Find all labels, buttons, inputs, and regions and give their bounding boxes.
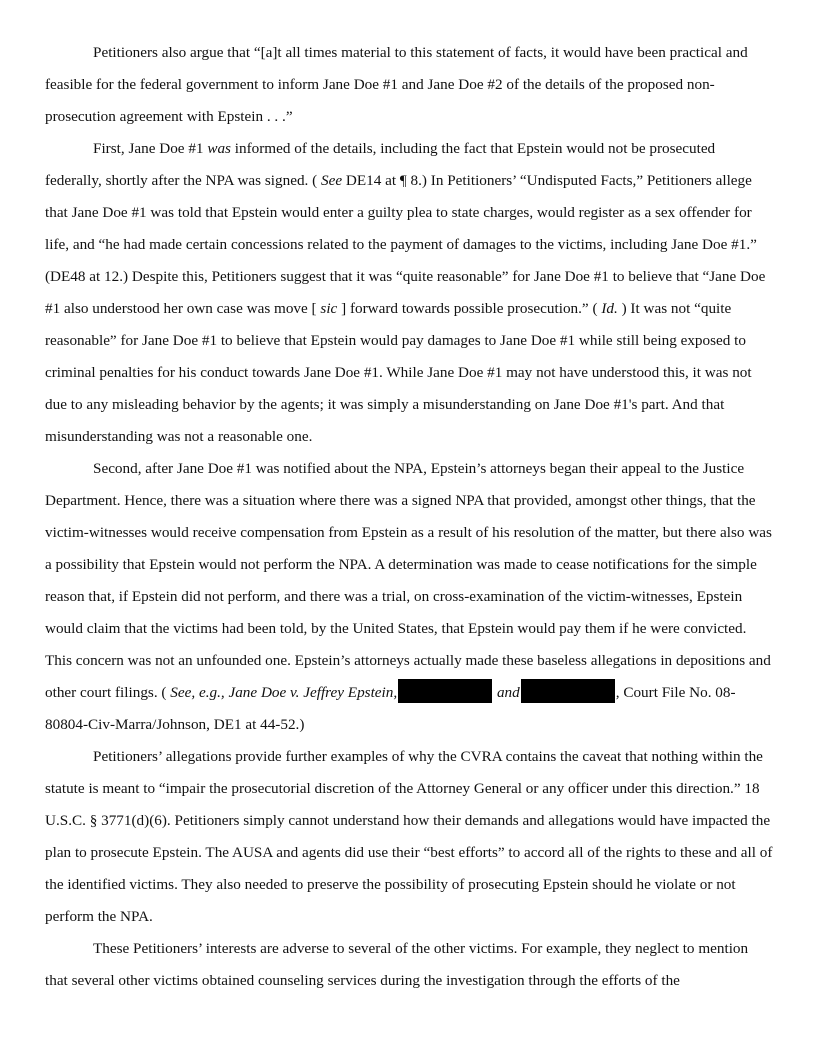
text-segment: Petitioners also argue that “[a]t all times material to this statement of facts, it would have been practical and feasible for the federal government to inform Jane Doe #1 and Jane Doe #2 of the details of the proposed non-prosecution agreement with Epstein . . .” [45,44,748,125]
text-segment: ) It was not “quite reasonable” for Jane Doe #1 to believe that Epstein would pay damages to Jane Doe #1 while still being exposed to criminal penalties for his conduct towards Jane Doe #1. While Jane Doe #1 may not have understood this, it was not due to any misleading behavior by the agents; it was simply a misunderstanding on Jane Doe #1's part. And that misunderstanding was not a reasonable one. [45,300,752,445]
italic-text: was [207,140,231,157]
redaction-block [398,679,492,703]
italic-text: and [493,684,520,701]
text-segment: , Court File No. 08-80804-Civ-Marra/Johnson, DE1 at 44-52.) [45,684,736,733]
text-segment: ] forward towards possible prosecution.” ( [337,300,602,317]
body-paragraph [45,37,773,133]
italic-text: See, e.g., Jane Doe v. Jeffrey Epstein, [170,684,398,701]
italic-text: See [320,172,343,189]
text-segment: These Petitioners’ interests are adverse to several of the other victims. For example, they neglect to mention that several other victims obtained counseling services during the investigation through the efforts of the [45,940,749,989]
body-paragraph [45,741,773,933]
text-segment: Second, after Jane Doe #1 was notified about the NPA, Epstein’s attorneys began their appeal to the Justice Department. Hence, there was a situation where there was a signed NPA that provided, amongst other things, that the victim-witnesses would receive compensation from Epstein as a result of his resolution of the matter, but there also was a possibility that Epstein would not perform the NPA. A determination was made to cease notifications for the simple reason that, if Epstein did not perform, and there was a trial, on cross-examination of the victim-witnesses, Epstein would claim that the victims had been told, by the United States, that Epstein would pay them if he were convicted. This concern was not an unfounded one. Epstein’s attorneys actually made these baseless allegations in depositions and other court filings. ( [45,460,772,701]
body-paragraph [45,933,773,997]
body-paragraph [45,453,773,741]
document-page [45,37,773,997]
text-segment: Petitioners’ allegations provide further examples of why the CVRA contains the caveat that nothing within the statute is meant to “impair the prosecutorial discretion of the Attorney General or any officer under this direction.” 18 U.S.C. § 3771(d)(6). Petitioners simply cannot understand how their demands and allegations would have impacted the plan to prosecute Epstein. The AUSA and agents did use their “best efforts” to accord all of the rights to these and all of the identified victims. They also needed to preserve the possibility of prosecuting Epstein should he violate or not perform the NPA. [45,748,773,925]
italic-text: sic [320,300,338,317]
text-segment: DE14 at ¶ 8.) In Petitioners’ “Undisputed Facts,” Petitioners allege that Jane Doe #1 was told that Epstein would enter a guilty plea to state charges, would register as a sex offender for life, and “he had made certain concessions related to the payment of damages to the victims, including Jane Doe #1.” (DE48 at 12.) Despite this, Petitioners suggest that it was “quite reasonable” for Jane Doe #1 to believe that “Jane Doe #1 also understood her own case was move [ [45,172,766,317]
text-segment: informed of the details, including the fact that Epstein would not be prosecuted federally, shortly after the NPA was signed. ( [45,140,716,189]
text-segment: First, Jane Doe #1 [93,140,208,157]
body-paragraph [45,133,773,453]
italic-text: Id. [601,300,618,317]
redaction-block [521,679,615,703]
